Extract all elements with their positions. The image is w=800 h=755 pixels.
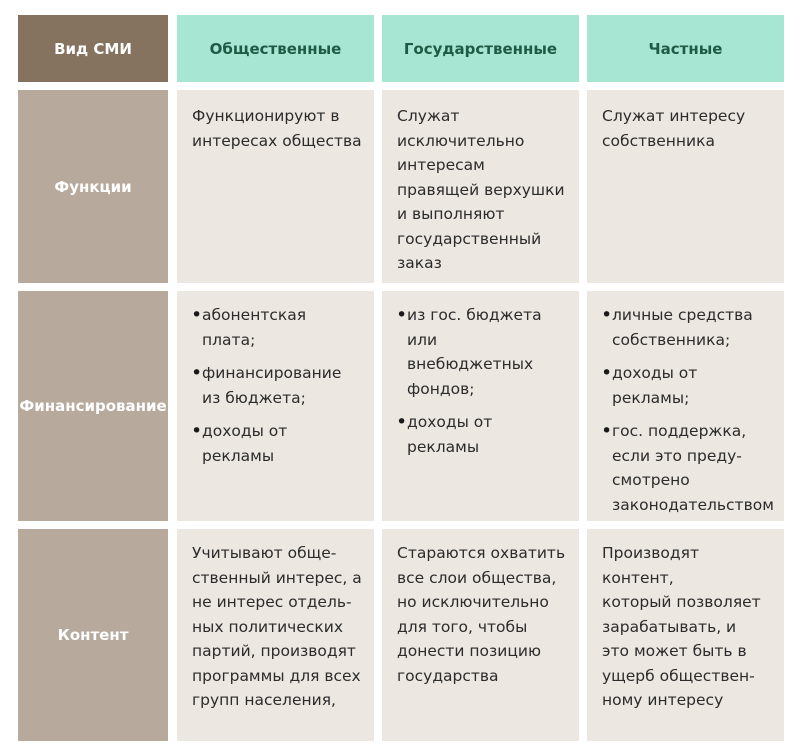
column-header-public [177,15,374,82]
cell-text: Стараются охватить все слои общества, но исключительно для того, чтобы донести позицию государства [397,544,566,685]
cell-text: Служат интересу собственника [602,107,746,150]
table-cell [382,291,579,521]
table-cell [587,291,784,521]
table-cell [382,90,579,283]
table-cell [587,529,784,741]
header-corner-label: Вид СМИ [54,39,132,58]
header-corner-cell [18,15,168,82]
list-item: • из гос. бюджета или внебюджетных фондов; [397,303,567,401]
bullet-list [192,303,362,468]
row-label-text: Финансирование [19,397,167,415]
list-item: • абонентская плата; [192,303,362,352]
column-header-label: Частные [648,39,723,58]
row-label-financing [18,291,168,521]
column-header-label: Общественные [209,39,342,58]
table-cell [382,529,579,741]
list-item: • финансирование из бюджета; [192,361,362,410]
cell-text: Производят контент, который позволяет зарабатывать, и это может быть в ущерб обществен- ному интересу [602,544,761,709]
bullet-list [397,303,567,459]
list-item: • доходы от рекламы [397,410,567,459]
list-item: • доходы от рекламы [192,419,362,468]
table-cell [177,90,374,283]
column-header-state [382,15,579,82]
table-cell [177,529,374,741]
table-cell [587,90,784,283]
cell-text: Учитывают обще- ственный интерес, а не интерес отдель- ных политических партий, производят программы для всех групп населения, [192,544,362,709]
cell-text: Служат исключительно интересам правящей верхушки и выполняют государственный заказ [397,107,565,272]
row-label-text: Функции [54,177,132,196]
list-item: • доходы от рекламы; [602,361,772,410]
bullet-list [602,303,772,517]
list-item: • гос. поддержка, если это преду- смотрено законодательством [602,419,772,517]
row-label-content [18,529,168,741]
list-item: • личные средства собственника; [602,303,772,352]
row-label-text: Контент [57,626,129,644]
column-header-private [587,15,784,82]
row-label-functions [18,90,168,283]
table-cell [177,291,374,521]
cell-text: Функционируют в интересах общества [192,107,362,150]
column-header-label: Государственные [403,39,558,58]
